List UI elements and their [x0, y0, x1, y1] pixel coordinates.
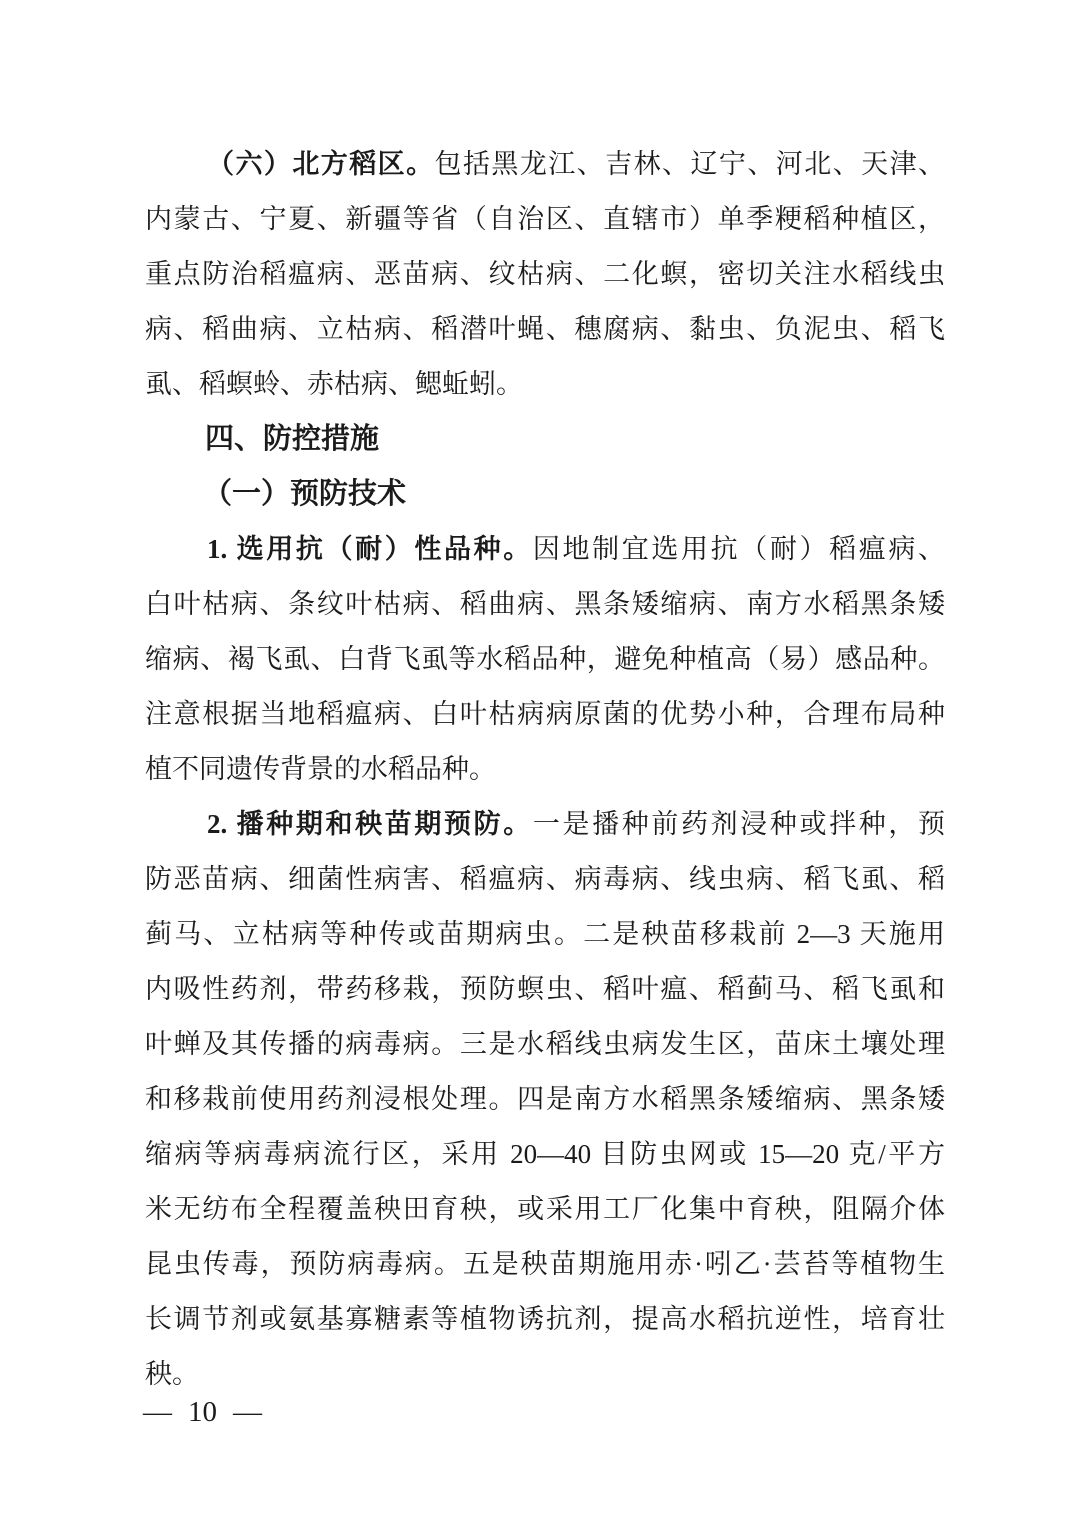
body-line	[145, 1182, 945, 1237]
body-line	[145, 247, 945, 302]
para-north-rice-line	[145, 137, 945, 192]
body-text: 长调节剂或氨基寡糖素等植物诱抗剂，提高水稻抗逆性，培育壮	[145, 1304, 945, 1334]
body-text: 内蒙古、宁夏、新疆等省（自治区、直辖市）单季粳稻种植区，	[145, 204, 945, 234]
page-number: 10	[188, 1396, 217, 1428]
body-text: 因地制宜选用抗（耐）稻瘟病、	[532, 534, 945, 564]
body-text: 和移栽前使用药剂浸根处理。四是南方水稻黑条矮缩病、黑条矮	[145, 1084, 945, 1114]
body-line	[145, 1237, 945, 1292]
body-line	[145, 1017, 945, 1072]
body-text: 白叶枯病、条纹叶枯病、稻曲病、黑条矮缩病、南方水稻黑条矮	[145, 589, 945, 619]
para-sowing-seedling-line	[145, 797, 945, 852]
body-text: 缩病等病毒病流行区，采用 20—40 目防虫网或 15—20 克/平方	[145, 1139, 945, 1169]
bold-lead-text: 1. 选用抗（耐）性品种。	[207, 534, 533, 564]
heading-text: 四、防控措施	[205, 423, 380, 455]
body-line	[145, 357, 945, 412]
body-text: 重点防治稻瘟病、恶苗病、纹枯病、二化螟，密切关注水稻线虫	[145, 259, 945, 289]
body-text: 叶蝉及其传播的病毒病。三是水稻线虫病发生区，苗床土壤处理	[145, 1029, 945, 1059]
body-text: 缩病、褐飞虱、白背飞虱等水稻品种，避免种植高（易）感品种。	[145, 644, 945, 674]
body-text: 植不同遗传背景的水稻品种。	[145, 754, 496, 784]
body-line	[145, 302, 945, 357]
body-line	[145, 1292, 945, 1347]
footer-dash-left: —	[143, 1396, 172, 1428]
body-text: 防恶苗病、细菌性病害、稻瘟病、病毒病、线虫病、稻飞虱、稻	[145, 864, 945, 894]
body-line	[145, 632, 945, 687]
heading-text: （一）预防技术	[203, 478, 407, 510]
page-footer	[143, 1392, 262, 1432]
bold-lead-text: （六）北方稻区。	[207, 149, 435, 179]
body-text: 米无纺布全程覆盖秧田育秧，或采用工厂化集中育秧，阻隔介体	[145, 1194, 945, 1224]
body-line	[145, 742, 945, 797]
body-line	[145, 907, 945, 962]
body-line	[145, 962, 945, 1017]
footer-dash-right: —	[233, 1396, 262, 1428]
body-line	[145, 687, 945, 742]
body-text: 注意根据当地稻瘟病、白叶枯病病原菌的优势小种，合理布局种	[145, 699, 945, 729]
section-heading-prevention-measures	[145, 412, 945, 467]
body-text: 一是播种前药剂浸种或拌种，预	[532, 809, 945, 839]
body-line	[145, 1072, 945, 1127]
subsection-heading-prevention-techniques	[145, 467, 945, 522]
body-line	[145, 852, 945, 907]
bold-lead-text: 2. 播种期和秧苗期预防。	[207, 809, 533, 839]
body-line	[145, 1127, 945, 1182]
document-body	[145, 137, 945, 1402]
body-text: 秧。	[145, 1359, 199, 1389]
body-text: 病、稻曲病、立枯病、稻潜叶蝇、穗腐病、黏虫、负泥虫、稻飞	[145, 314, 945, 344]
body-text: 虱、稻螟蛉、赤枯病、鳃蚯蚓。	[145, 369, 523, 399]
body-line	[145, 1347, 945, 1402]
body-text: 昆虫传毒，预防病毒病。五是秧苗期施用赤·吲乙·芸苔等植物生	[145, 1249, 945, 1279]
para-resistant-varieties-line	[145, 522, 945, 577]
body-line	[145, 577, 945, 632]
body-text: 蓟马、立枯病等种传或苗期病虫。二是秧苗移栽前 2—3 天施用	[145, 919, 945, 949]
body-line	[145, 192, 945, 247]
body-text: 包括黑龙江、吉林、辽宁、河北、天津、	[434, 149, 945, 179]
body-text: 内吸性药剂，带药移栽，预防螟虫、稻叶瘟、稻蓟马、稻飞虱和	[145, 974, 945, 1004]
